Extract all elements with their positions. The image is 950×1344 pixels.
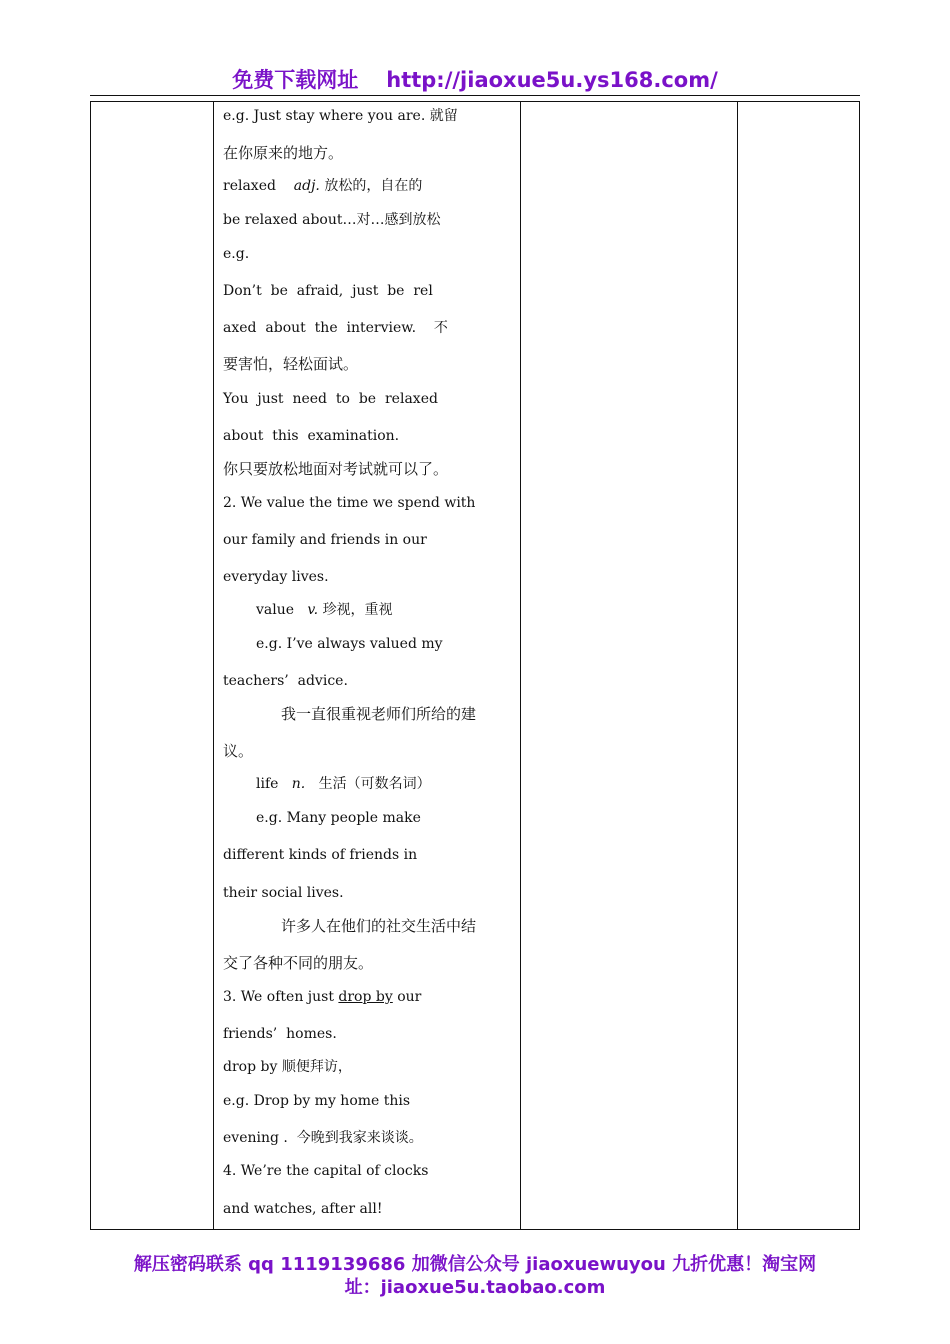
vocab-definition: 放松的，自在的 [324, 178, 423, 194]
text-line: different kinds of friends in [223, 847, 418, 863]
vocab-line [256, 600, 393, 620]
text-line: axed about the interview. 不 [223, 320, 448, 336]
part-of-speech: n. [291, 776, 306, 792]
table-border-right [859, 101, 860, 1229]
vocab-line [256, 774, 431, 794]
text-line: 3. We often just drop by our [223, 989, 422, 1005]
vocab-definition: 珍视，重视 [322, 602, 393, 618]
text-line: 在你原来的地方。 [223, 144, 344, 162]
text-line: e.g. I’ve always valued my [256, 636, 443, 652]
text-line: friends’ homes. [223, 1026, 337, 1042]
text-line: everyday lives. [223, 569, 329, 585]
text-line: 交了各种不同的朋友。 [223, 954, 374, 972]
download-header [0, 64, 950, 94]
vocab-word: relaxed [223, 178, 276, 194]
table-column-divider-3 [737, 101, 738, 1229]
contact-footer [60, 1253, 890, 1299]
text-line: 要害怕，轻松面试。 [223, 355, 359, 373]
text-line: drop by 顺便拜访， [223, 1059, 352, 1075]
text-line: 你只要放松地面对考试就可以了。 [223, 460, 449, 478]
text-line: evening . 今晚到我家来谈谈。 [223, 1130, 423, 1146]
part-of-speech: v. [307, 602, 319, 618]
text-line: e.g. Drop by my home this [223, 1093, 411, 1109]
text-line: 许多人在他们的社交生活中结 [281, 917, 477, 935]
text-line: 2. We value the time we spend with [223, 495, 476, 511]
header-rule [90, 95, 860, 96]
text-line: about this examination. [223, 428, 400, 444]
footer-line-1: 解压密码联系 qq 1119139686 加微信公众号 jiaoxuewuyou 九折优惠！淘宝网 [133, 1254, 817, 1275]
text-line: You just need to be relaxed [223, 391, 438, 407]
text-line: e.g. Just stay where you are. 就留 [223, 108, 458, 124]
text-line: be relaxed about…对…感到放松 [223, 212, 441, 228]
vocab-line [223, 176, 422, 196]
underlined-phrase: drop by [338, 989, 393, 1005]
vocab-word: life [256, 776, 279, 792]
table-column-divider-1 [213, 101, 214, 1229]
table-top-border [90, 101, 860, 102]
text-line: e.g. Many people make [256, 810, 421, 826]
text-line: our family and friends in our [223, 532, 427, 548]
header-url-link[interactable]: http://jiaoxue5u.ys168.com/ [386, 68, 718, 92]
vocab-definition: 生活（可数名词） [318, 776, 431, 792]
text-line: teachers’ advice. [223, 673, 348, 689]
text-line: and watches, after all! [223, 1201, 383, 1217]
vocab-word: value [256, 602, 295, 618]
table-column-divider-2 [520, 101, 521, 1229]
part-of-speech: adj. [293, 178, 320, 194]
text-line: Don’t be afraid, just be rel [223, 283, 433, 299]
text-line: their social lives. [223, 885, 344, 901]
text-line: 4. We’re the capital of clocks [223, 1163, 429, 1179]
footer-line-2[interactable]: 址：jiaoxue5u.taobao.com [344, 1277, 606, 1298]
text-line: 我一直很重视老师们所给的建 [281, 705, 477, 723]
text-line: 议。 [223, 742, 254, 760]
table-bottom-border [90, 1229, 860, 1230]
header-label: 免费下载网址 [232, 68, 359, 92]
table-border-left [90, 101, 91, 1229]
text-line: e.g. [223, 246, 250, 262]
